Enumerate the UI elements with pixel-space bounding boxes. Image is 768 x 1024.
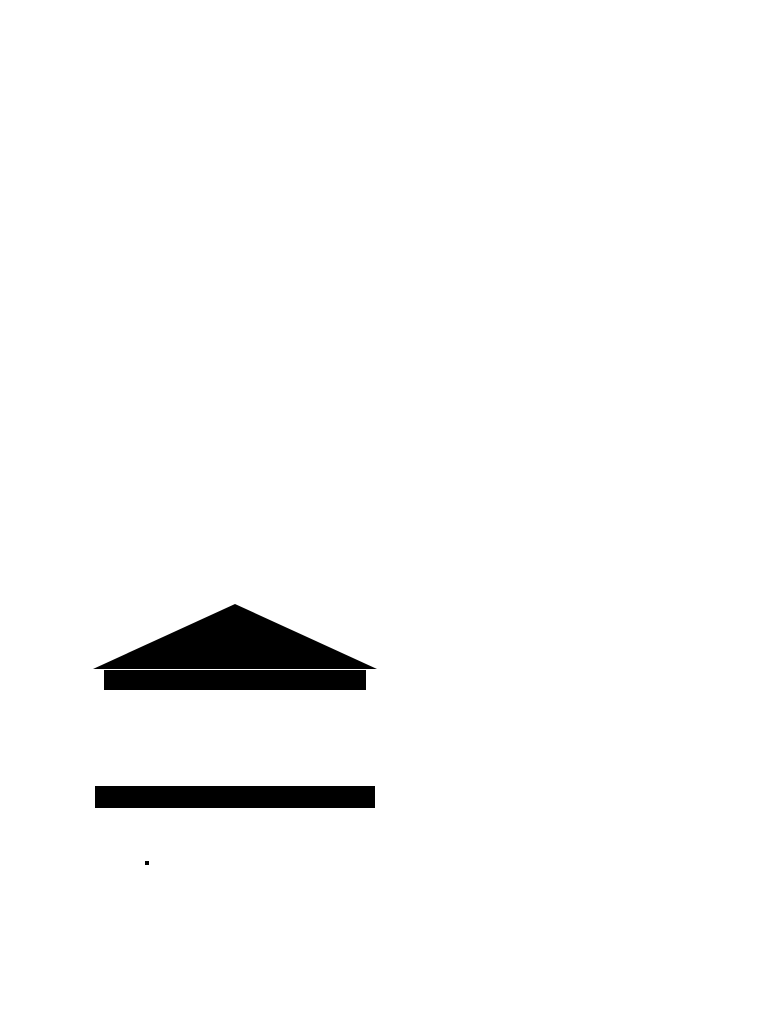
diagram-svg xyxy=(93,604,377,808)
diagram-roof xyxy=(93,604,377,669)
diagram-base xyxy=(95,786,375,808)
diagram-beam xyxy=(104,670,366,690)
bullet-icon xyxy=(145,861,149,865)
informatika-building-diagram xyxy=(93,604,377,808)
